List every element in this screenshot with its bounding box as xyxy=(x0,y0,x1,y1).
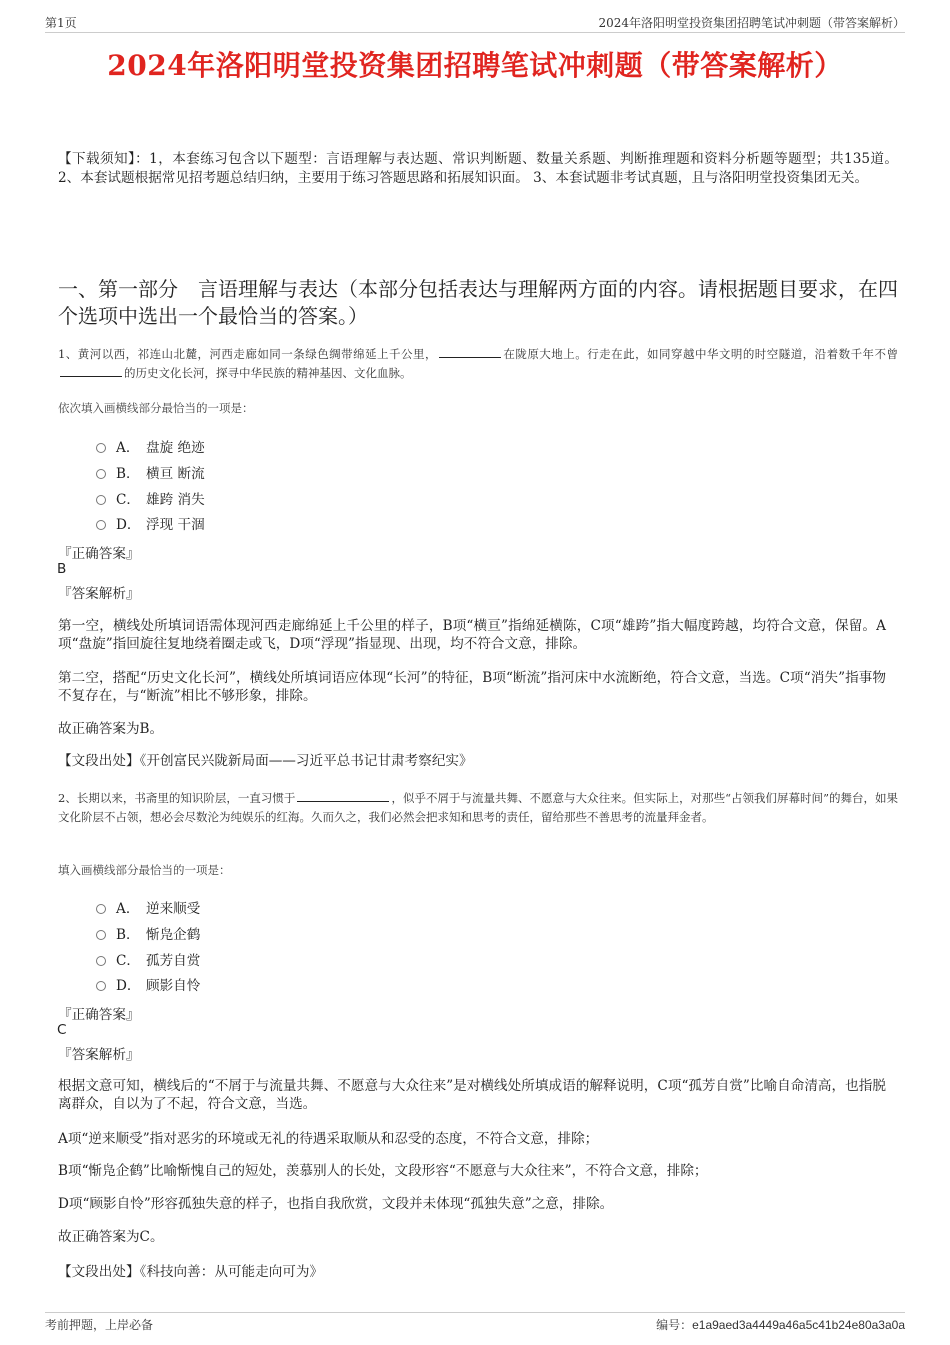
correct-answer-label: 『正确答案』 xyxy=(58,1007,140,1023)
source-citation: 【文段出处】《科技向善：从可能走向可为》 xyxy=(58,1264,324,1280)
analysis-paragraph: D项“顾影自怜”形容孤独失意的样子，也指自我欣赏，文段并未体现“孤独失意”之意，排除。 xyxy=(58,1196,614,1212)
running-header-title: 2024年洛阳明堂投资集团招聘笔试冲刺题（带答案解析） xyxy=(598,16,905,30)
question-1-option-d[interactable] xyxy=(96,513,205,533)
question-2-stem-part1: 2、长期以来，书斋里的知识阶层，一直习惯于 xyxy=(58,791,296,805)
footer-slogan: 考前押题，上岸必备 xyxy=(45,1318,154,1332)
question-2-option-a[interactable] xyxy=(96,897,200,917)
radio-icon[interactable] xyxy=(96,520,106,530)
question-1-prompt: 依次填入画横线部分最恰当的一项是： xyxy=(58,401,254,415)
radio-icon[interactable] xyxy=(96,956,106,966)
option-text: 孤芳自赏 xyxy=(146,953,201,969)
radio-icon[interactable] xyxy=(96,443,106,453)
option-key: A． xyxy=(116,901,140,917)
option-key: D． xyxy=(116,978,141,994)
option-text: 浮现 干涸 xyxy=(146,517,205,533)
header-divider xyxy=(45,32,905,33)
radio-icon[interactable] xyxy=(96,904,106,914)
document-title: 2024年洛阳明堂投资集团招聘笔试冲刺题（带答案解析） xyxy=(107,49,843,82)
question-1-option-c[interactable] xyxy=(96,488,205,508)
radio-icon[interactable] xyxy=(96,930,106,940)
fill-blank xyxy=(60,364,122,377)
analysis-label: 『答案解析』 xyxy=(58,1047,140,1063)
page-number: 第1页 xyxy=(45,16,77,30)
option-text: 盘旋 绝迹 xyxy=(146,440,205,456)
option-text: 顾影自怜 xyxy=(146,978,201,994)
analysis-paragraph: B项“惭凫企鹤”比喻惭愧自己的短处，羡慕别人的长处，文段形容“不愿意与大众往来”，不符合文意，排除； xyxy=(58,1163,708,1179)
footer-code xyxy=(656,1316,905,1333)
download-notice: 【下载须知】：1，本套练习包含以下题型：言语理解与表达题、常识判断题、数量关系题、判断推理题和资料分析题等题型；共135道。 2、本套试题根据常见招考题总结归纳，主要用于练习答题思路和拓展知识面。 3、本套试题非考试真题，且与洛阳明堂投资集团无关。 xyxy=(58,151,898,186)
option-key: C． xyxy=(116,953,140,969)
question-1-stem xyxy=(58,345,898,383)
question-1-stem-part2: 在陇原大地上。行走在此，如同穿越中华文明的时空隧道，沿着数千年不曾 xyxy=(502,347,898,361)
analysis-paragraph: 根据文意可知，横线后的“不屑于与流量共舞、不愿意与大众往来”是对横线处所填成语的解释说明，C项“孤芳自赏”比喻自命清高，也指脱离群众，自以为了不起，符合文意，当选。 xyxy=(58,1078,886,1112)
option-key: A． xyxy=(116,440,140,456)
analysis-label: 『答案解析』 xyxy=(58,586,140,602)
radio-icon[interactable] xyxy=(96,469,106,479)
option-text: 逆来顺受 xyxy=(146,901,201,917)
section-heading: 一、第一部分 言语理解与表达（本部分包括表达与理解两方面的内容。请根据题目要求，在四个选项中选出一个最恰当的答案。） xyxy=(58,277,898,328)
correct-answer-value: B xyxy=(57,561,67,577)
analysis-conclusion: 故正确答案为B。 xyxy=(58,721,164,737)
radio-icon[interactable] xyxy=(96,495,106,505)
option-key: C． xyxy=(116,492,140,508)
fill-blank xyxy=(297,789,389,802)
fill-blank xyxy=(439,345,501,358)
question-1-stem-part1: 1、黄河以西，祁连山北麓，河西走廊如同一条绿色绸带绵延上千公里， xyxy=(58,347,437,361)
option-key: B． xyxy=(116,927,140,943)
footer-code-label: 编号： xyxy=(656,1318,693,1332)
correct-answer-label: 『正确答案』 xyxy=(58,546,140,562)
analysis-paragraph: 第二空，搭配“历史文化长河”，横线处所填词语应体现“长河”的特征，B项“断流”指河床中水流断绝，符合文意，当选。C项“消失”指事物不复存在，与“断流”相比不够形象，排除。 xyxy=(58,670,886,704)
question-2-prompt: 填入画横线部分最恰当的一项是： xyxy=(58,863,231,877)
radio-icon[interactable] xyxy=(96,981,106,991)
footer-divider xyxy=(45,1312,905,1313)
question-2-option-c[interactable] xyxy=(96,949,200,969)
analysis-conclusion: 故正确答案为C。 xyxy=(58,1229,164,1245)
question-1-option-a[interactable] xyxy=(96,436,205,456)
question-2-option-b[interactable] xyxy=(96,923,200,943)
question-1-stem-part3: 的历史文化长河，探寻中华民族的精神基因、文化血脉。 xyxy=(124,366,412,380)
footer-code-value: e1a9aed3a4449a46a5c41b24e80a3a0a xyxy=(692,1318,905,1332)
correct-answer-value: C xyxy=(57,1022,67,1038)
question-2-option-d[interactable] xyxy=(96,974,200,994)
question-2-stem-part2: ，似乎不屑于与流量共舞、不愿意与大众往来。但实际上，对那些“占领我们屏幕时间”的舞台，如果文化阶层不占领，想必会尽数沦为纯娱乐的红海。久而久之，我们必然会把求知和思考的责任，留给那些不善思考的流量拜金者。 xyxy=(58,791,898,824)
source-citation: 【文段出处】《开创富民兴陇新局面——习近平总书记甘肃考察纪实》 xyxy=(58,753,473,769)
analysis-paragraph: 第一空，横线处所填词语需体现河西走廊绵延上千公里的样子，B项“横亘”指绵延横陈，C项“雄跨”指大幅度跨越，均符合文意，保留。A项“盘旋”指回旋往复地绕着圈走或飞，D项“浮现”指显现、出现，均不符合文意，排除。 xyxy=(58,618,886,652)
option-text: 雄跨 消失 xyxy=(146,492,205,508)
question-2-stem xyxy=(58,789,898,827)
option-key: D． xyxy=(116,517,141,533)
option-key: B． xyxy=(116,466,140,482)
option-text: 惭凫企鹤 xyxy=(146,927,201,943)
analysis-paragraph: A项“逆来顺受”指对恶劣的环境或无礼的待遇采取顺从和忍受的态度，不符合文意，排除； xyxy=(58,1131,599,1147)
option-text: 横亘 断流 xyxy=(146,466,205,482)
question-1-option-b[interactable] xyxy=(96,462,205,482)
